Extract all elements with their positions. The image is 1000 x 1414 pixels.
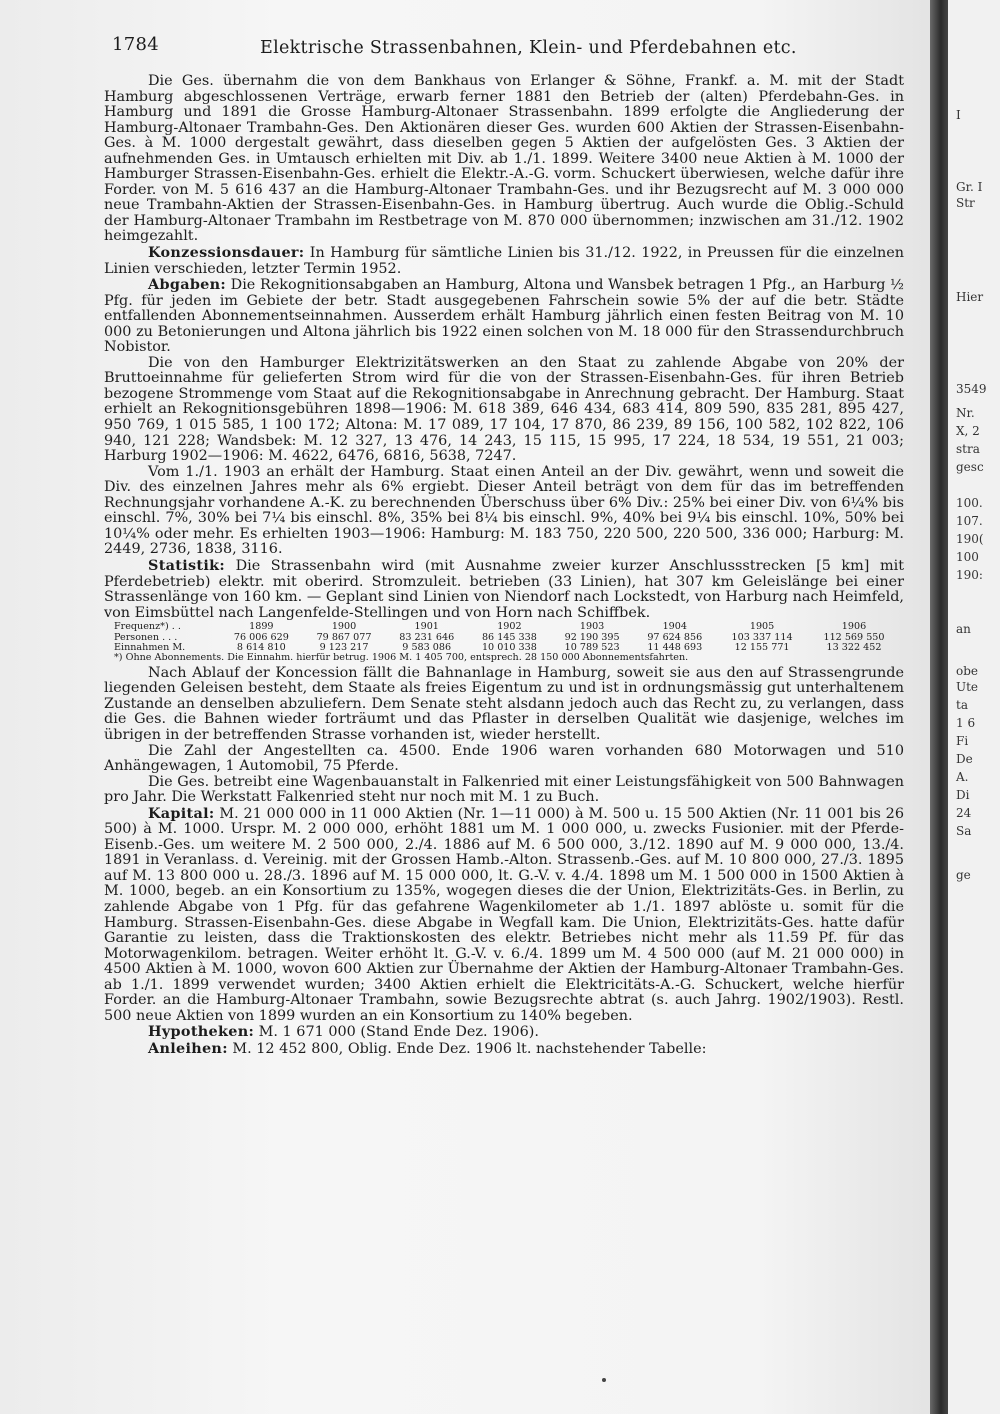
neighbor-text: A. (956, 770, 969, 784)
year-header: 1902 (497, 621, 522, 633)
year-header: 1904 (662, 621, 687, 633)
neighbor-text: 100 (956, 550, 979, 564)
table-cell: 10 010 338 (481, 641, 537, 653)
neighbor-text: Di (956, 788, 970, 802)
neighbor-text: Gr. I (956, 180, 983, 194)
abgaben-paragraph (104, 277, 904, 356)
table-cell: 92 190 395 (564, 631, 620, 643)
year-header: 1905 (749, 621, 775, 633)
anleihen-text: M. 12 452 800, Oblig. Ende Dez. 1906 lt. nachstehender Tabelle: (232, 1040, 707, 1057)
table-cell: 83 231 646 (399, 631, 455, 643)
neighbor-text: De (956, 752, 973, 766)
ink-speck (602, 1378, 606, 1382)
table-cell: 12 155 771 (734, 641, 790, 653)
neighbor-text: ge (956, 868, 971, 882)
werkstatt-paragraph: Die Ges. betreibt eine Wagenbauanstalt in Falkenried mit einer Leistungsfähigkeit von 500 Bahnwagen pro Jahr. Die Werkstatt Falkenried steht nur noch mit M. 1 zu Buch. (104, 773, 904, 806)
article-body (104, 74, 904, 1057)
konzession-label: Konzessionsdauer: (148, 244, 305, 262)
anleihen-label: Anleihen: (148, 1039, 228, 1057)
neighbor-text: 24 (956, 806, 972, 820)
table-cell: 10 789 523 (564, 641, 620, 653)
statistik-text: Die Strassenbahn wird (mit Ausnahme zweier kurzer Anschlussstrecken [5 km] mit Pferdebetrieb) elektr. mit oberird. Stromzuleit. betrieben (33 Linien), hat 307 km Geleislänge bei einer Strassenlänge von 160 km. — Geplant sind Linien von Niendorf nach Lockstedt, von Harburg nach Heimfeld, von Eimsbüttel nach Langenfelde-Stellingen und von Horn nach Schiffbek. (104, 557, 905, 621)
table-cell: 79 867 077 (316, 631, 372, 643)
neighbor-text: obe (956, 664, 979, 678)
anleihen-paragraph (104, 1041, 904, 1058)
hypotheken-label: Hypotheken: (148, 1023, 255, 1041)
table-footnote: *) Ohne Abonnements. Die Einnahm. hierfür betrug. 1906 M. 1 405 700, entsprech. 28 150 000 Abonnementsfahrten. (114, 652, 689, 664)
neighbor-text: 100. (956, 496, 983, 510)
hypotheken-text: M. 1 671 000 (Stand Ende Dez. 1906). (258, 1024, 539, 1041)
page-number: 1784 (112, 34, 160, 55)
year-header: 1906 (841, 621, 867, 633)
neighbor-text: Hier (956, 290, 984, 304)
neighbor-text: I (956, 108, 961, 122)
neighbor-text: X, 2 (956, 424, 980, 438)
kapital-text: M. 21 000 000 in 11 000 Aktien (Nr. 1—11 000) à M. 500 u. 15 500 Aktien (Nr. 11 001 bis 26 500) à M. 1000. Urspr. M. 2 000 000, erhöht 1881 um M. 1 000 000, u. zwecks Fusionier. mit der Pferde-Eisenb.-Ges. um weitere M. 2 500 000, 2./4. 1886 auf M. 6 500 000, 3./12. 1890 auf M. 9 000 000, 13./4. 1891 in Veranlass. d. Vereinig. mit der Grossen Hamb.-Alton. Strassenb.-Ges. auf M. 10 800 000, 27./3. 1895 auf M. 13 800 000 u. 28./3. 1896 auf M. 15 000 000, lt. G.-V. v. 4./4. 1898 um M. 1 500 000 in 1500 Aktien à M. 1000, begeb. an ein Konsortium zu 135%, wogegen dieses die der Union, Elektrizitäts-Ges. in Berlin, zu zahlende Abgabe von 1 Pfg. für das gefahrene Wagenkilometer ab 1./1. 1897 ablöste u. somit für die Hamburg. Strassen-Eisenbahn-Ges. diese Abgabe in Wegfall kam. Die Union, Elektrizitäts-Ges. hatte dafür Garantie zu leisten, dass die Traktionskosten des elektr. Betriebes nicht mehr als 11.59 Pf. für das Motorwagenkilom. betragen. Weiter erhöht lt. G.-V. v. 6./4. 1899 um M. 4 500 000 (auf M. 21 000 000) in 4500 Aktien à M. 1000, wovon 600 Aktien zur Übernahme der Aktien der Hamburg-Altonaer Trambahn-Ges. ab 1./1. 1899 verwendet wurden; 3400 Aktien erhielt die Elektricitäts-A.-G. Schuckert, welche hierfür Forder. an die Hamburg-Altonaer Trambahn, sowie Bezugsrechte abtrat (s. auch Jahrg. 1902/1903). Restl. 500 neue Aktien von 1899 wurden an ein Konsortium zu 140% begeben. (104, 805, 904, 1024)
table-cell: 112 569 550 (823, 631, 885, 643)
neighbor-text: an (956, 622, 971, 636)
row-header: Einnahmen M. (114, 641, 186, 653)
table-footnote-row (114, 653, 900, 663)
angestellte-paragraph: Die Zahl der Angestellten ca. 4500. Ende 1906 waren vorhanden 680 Motorwagen und 510 Anhängewagen, 1 Automobil, 75 Pferde. (104, 742, 904, 775)
table-cell: 103 337 114 (731, 631, 793, 643)
year-header: 1903 (579, 621, 605, 633)
running-title: Elektrische Strassenbahnen, Klein- und Pferdebahnen etc. (260, 38, 797, 58)
adjacent-page-fragment (948, 0, 1000, 1414)
neighbor-text: Nr. (956, 406, 975, 420)
abgaben-label: Abgaben: (148, 276, 227, 294)
table-row (114, 622, 900, 632)
neighbor-text: gesc (956, 460, 984, 474)
year-header: 1900 (331, 621, 357, 633)
table-cell: 13 322 452 (826, 641, 882, 653)
statistics-table (114, 622, 900, 664)
neighbor-text: 190( (956, 532, 984, 546)
table-cell: 9 583 086 (402, 641, 452, 653)
neighbor-text: Str (956, 196, 975, 210)
neighbor-text: Sa (956, 824, 972, 838)
konzession-text: In Hamburg für sämtliche Linien bis 31./12. 1922, in Preussen für die einzelnen Linien verschieden, letzter Termin 1952. (104, 245, 904, 277)
neighbor-text: Ute (956, 680, 979, 694)
abgaben-text: Die Rekognitionsabgaben an Hamburg, Altona und Wansbek betragen 1 Pfg., an Harburg ½ Pfg. für jeden im Gebiete der betr. Stadt ausgegebenen Fahrschein sowie 5% der auf die betr. Städte entfallenden Abonnementseinnahmen. Ausserdem erhält Hamburg jährlich einen festen Beitrag von M. 10 000 zu Betonierungen und Altona jährlich bis 1922 einen solchen von M. 18 000 für den Strassendurchbruch Nobistor. (104, 277, 904, 356)
konzession-paragraph (104, 245, 904, 277)
book-spine-shadow (930, 0, 948, 1414)
neighbor-text: 1 6 (956, 716, 976, 730)
table-cell: 86 145 338 (481, 631, 537, 643)
kapital-label: Kapital: (148, 804, 215, 822)
table-cell: 8 614 810 (236, 641, 286, 653)
table-cell: 76 006 629 (233, 631, 289, 643)
neighbor-text: Fi (956, 734, 969, 748)
neighbor-text: stra (956, 442, 980, 456)
neighbor-text: ta (956, 698, 968, 712)
hypotheken-paragraph (104, 1024, 904, 1041)
row-header: Frequenz*) . . (114, 621, 181, 633)
neighbor-text: 3549 (956, 382, 987, 396)
statistik-paragraph (104, 558, 904, 621)
row-header: Personen . . . (114, 631, 178, 643)
table-cell: 97 624 856 (647, 631, 703, 643)
statistik-label: Statistik: (148, 556, 225, 574)
ablauf-paragraph: Nach Ablauf der Koncession fällt die Bahnanlage in Hamburg, soweit sie aus den auf Strassengrunde liegenden Geleisen besteht, dem Staate als freies Eigentum zu und ist in ordnungsmässig gut unterhaltenem Zustande an denselben abzuliefern. Dem Senate steht alsdann jedoch auch das Recht zu, zu verlangen, dass die Ges. die Bahnen wieder forträumt und das Pflaster in derselben Qualität wie dasjenige, welches im übrigen in der betreffenden Strasse vorhanden ist, wieder herstellt. (104, 664, 904, 743)
neighbor-text: 107. (956, 514, 983, 528)
neighbor-text: 190: (956, 568, 983, 582)
year-header: 1899 (249, 621, 274, 633)
table-cell: 9 123 217 (319, 641, 369, 653)
intro-paragraph: Die Ges. übernahm die von dem Bankhaus von Erlanger & Söhne, Frankf. a. M. mit der Stadt Hamburg abgeschlossenen Verträge, erwarb ferner 1881 den Betrieb der (alten) Pferdebahn-Ges. in Hamburg und 1891 die Grosse Hamburg-Altonaer Strassenbahn. 1899 erfolgte die Angliederung der Hamburg-Altonaer Trambahn-Ges. Den Aktionären dieser Ges. wurden 600 Aktien der Strassen-Eisenbahn-Ges. à M. 1000 dergestalt gewährt, dass dieselben gegen 5 Aktien der aufgelösten Ges. 3 Aktien der aufnehmenden Ges. in Umtausch erhielten mit Div. ab 1./1. 1899. Weitere 3400 neue Aktien à M. 1000 der Hamburger Strassen-Eisenbahn-Ges. erhielt die Elektr.-A.-G. vorm. Schuckert überwiesen, welche dafür ihre Forder. von M. 5 616 437 an die Hamburg-Altonaer Trambahn-Ges. und ihr Bezugsrecht auf M. 3 000 000 neue Trambahn-Aktien der Strassen-Eisenbahn-Ges. in Hamburg übertrug. Auch wurde die Oblig.-Schuld der Hamburg-Altonaer Trambahn im Restbetrage von M. 870 000 übernommen; inzwischen am 31./12. 1902 heimgezahlt. (104, 73, 904, 245)
kapital-paragraph (104, 806, 904, 1025)
abgaben-paragraph-2: Die von den Hamburger Elektrizitätswerken an den Staat zu zahlende Abgabe von 20% der Bruttoeinnahme für gelieferten Strom wird für die von der Strassen-Eisenbahn-Ges. für ihren Betrieb bezogene Strommenge vom Staat auf die Rekognitionsabgabe in Anrechnung gebracht. Der Hamburg. Staat erhielt an Rekognitionsgebühren 1898—1906: M. 618 389, 646 434, 683 414, 809 590, 835 281, 895 427, 950 769, 1 015 585, 1 100 172; Altona: M. 17 089, 17 104, 17 870, 86 239, 89 156, 100 582, 102 822, 106 940, 121 228; Wandsbek: M. 12 327, 13 476, 14 243, 15 115, 15 995, 17 224, 18 534, 19 551, 21 003; Harburg 1902—1906: M. 4622, 6476, 6816, 5638, 7247. (104, 354, 904, 465)
abgaben-paragraph-3: Vom 1./1. 1903 an erhält der Hamburg. Staat einen Anteil an der Div. gewährt, wenn und soweit die Div. des einzelnen Jahres mehr als 6% ergiebt. Dieser Anteil beträgt von dem für das im betreffenden Rechnungsjahr vorhandene A.-K. zu berechnenden Überschuss über 6% Div.: 25% bei einer Div. von 6¼% bis einschl. 7%, 30% bei 7¼ bis einschl. 8%, 35% bei 8¼ bis einschl. 9%, 40% bei 9¼ bis einschl. 10%, 50% bei 10¼% oder mehr. Es erhielten 1903—1906: Hamburg: M. 183 750, 220 500, 220 500, 336 000; Harburg: M. 2449, 2736, 1838, 3116. (104, 463, 904, 558)
year-header: 1901 (414, 621, 439, 633)
table-cell: 11 448 693 (647, 641, 703, 653)
